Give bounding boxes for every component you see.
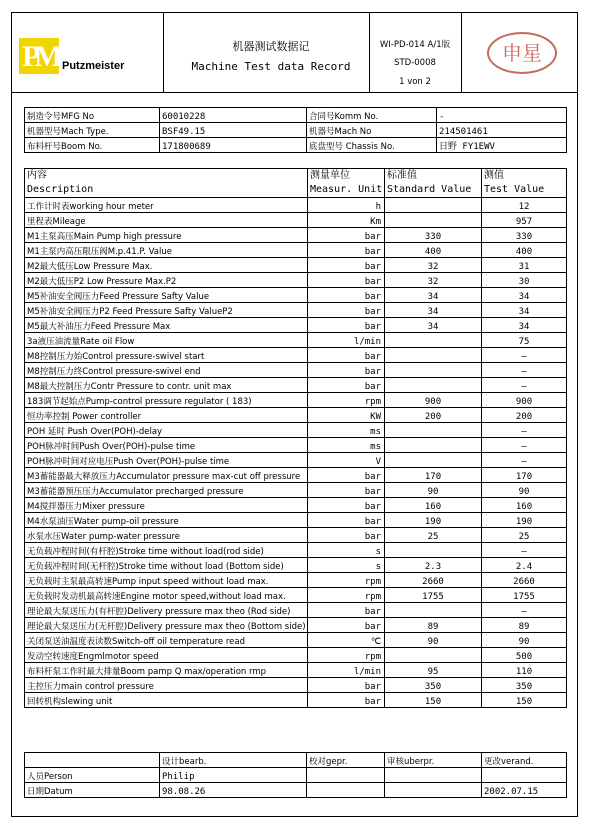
table-row: [25, 273, 567, 288]
header-unit-cn: 测量单位: [310, 170, 350, 181]
row-test-value: 34: [482, 288, 567, 303]
row-description: M3蓄能器最大释放压力Accumulator pressure max-cut off pressure: [25, 468, 308, 483]
row-description: 回转机构slewing unit: [25, 693, 308, 708]
table-row: [25, 318, 567, 333]
header-unit-en: Measur. Unit: [310, 184, 383, 195]
row-description: M5补油安全阀压力Feed Pressure Safty Value: [25, 288, 308, 303]
info-label: 机器型号Mach Type.: [25, 123, 160, 138]
row-test-value: 75: [482, 333, 567, 348]
table-row: [25, 363, 567, 378]
row-standard-value: 32: [385, 258, 482, 273]
row-unit: ms: [308, 438, 385, 453]
row-test-value: 31: [482, 258, 567, 273]
row-description: M8控制压力终Control pressure-swivel end: [25, 363, 308, 378]
row-standard-value: [385, 198, 482, 213]
signoff-change-header: 更改verand.: [482, 753, 567, 768]
row-description: M2最大低压P2 Low Pressure Max.P2: [25, 273, 308, 288]
table-row: [25, 453, 567, 468]
row-description: POH脉冲时间对应电压Push Over(POH)-pulse time: [25, 453, 308, 468]
row-description: 主控压力main control pressure: [25, 678, 308, 693]
table-row: [25, 648, 567, 663]
table-row: [25, 408, 567, 423]
row-description: M1主泵高压Main Pump high pressure: [25, 228, 308, 243]
row-description: 无负载时发动机最高转速Engine motor speed,without load max.: [25, 588, 308, 603]
header-desc-cn: 内容: [27, 170, 47, 181]
table-row: [25, 423, 567, 438]
row-standard-value: 25: [385, 528, 482, 543]
row-unit: rpm: [308, 588, 385, 603]
row-unit: ℃: [308, 633, 385, 648]
row-standard-value: 95: [385, 663, 482, 678]
machine-info-table: [24, 107, 567, 153]
putzmeister-logo: PM Putzmeister: [19, 38, 164, 76]
row-unit: bar: [308, 303, 385, 318]
table-row: [25, 348, 567, 363]
row-standard-value: 89: [385, 618, 482, 633]
row-standard-value: [385, 333, 482, 348]
row-test-value: 500: [482, 648, 567, 663]
table-row: [25, 393, 567, 408]
row-standard-value: 400: [385, 243, 482, 258]
row-standard-value: [385, 423, 482, 438]
row-unit: KW: [308, 408, 385, 423]
row-test-value: –: [482, 378, 567, 393]
row-standard-value: [385, 648, 482, 663]
signoff-review-header: 审核uberpr.: [385, 753, 482, 768]
row-unit: bar: [308, 528, 385, 543]
table-row: [25, 633, 567, 648]
row-standard-value: 350: [385, 678, 482, 693]
row-unit: s: [308, 558, 385, 573]
table-row: [25, 243, 567, 258]
table-row: [25, 498, 567, 513]
row-description: POH 延时 Push Over(POH)-delay: [25, 423, 308, 438]
row-description: M8控制压力始Control pressure-swivel start: [25, 348, 308, 363]
row-description: M3蓄能器预压压力Accumulator precharged pressure: [25, 483, 308, 498]
row-test-value: –: [482, 603, 567, 618]
title-english: Machine Test data Record: [191, 60, 351, 73]
table-row: [25, 438, 567, 453]
row-standard-value: 32: [385, 273, 482, 288]
row-standard-value: 330: [385, 228, 482, 243]
table-row: [25, 663, 567, 678]
table-row: [25, 258, 567, 273]
row-test-value: 900: [482, 393, 567, 408]
row-standard-value: [385, 438, 482, 453]
table-row: [25, 588, 567, 603]
row-unit: bar: [308, 273, 385, 288]
row-test-value: –: [482, 438, 567, 453]
document-header: [11, 12, 578, 93]
header-test-cn: 测值: [484, 170, 504, 181]
row-standard-value: 90: [385, 633, 482, 648]
row-test-value: 34: [482, 318, 567, 333]
row-description: 无负载时主泵最高转速Pump input speed without load max.: [25, 573, 308, 588]
page-number: 1 von 2: [399, 77, 431, 87]
row-unit: bar: [308, 363, 385, 378]
row-description: 183调节起始点Pump-control pressure regulator ( 183): [25, 393, 308, 408]
table-row: [25, 303, 567, 318]
row-standard-value: 190: [385, 513, 482, 528]
table-row: [25, 213, 567, 228]
row-test-value: –: [482, 363, 567, 378]
row-standard-value: [385, 543, 482, 558]
row-test-value: 170: [482, 468, 567, 483]
signoff-design-header: 设计bearb.: [160, 753, 307, 768]
row-description: M5补油安全阀压力P2 Feed Pressure Safty ValueP2: [25, 303, 308, 318]
row-unit: rpm: [308, 648, 385, 663]
row-test-value: 25: [482, 528, 567, 543]
row-unit: l/min: [308, 333, 385, 348]
table-row: [25, 573, 567, 588]
row-standard-value: 200: [385, 408, 482, 423]
table-row: [25, 528, 567, 543]
table-row: [25, 198, 567, 213]
header-test-en: Test Value: [484, 184, 545, 195]
row-test-value: 400: [482, 243, 567, 258]
row-description: 恒功率控制 Power controller: [25, 408, 308, 423]
table-row: [25, 333, 567, 348]
row-description: POH脉冲时间Push Over(POH)-pulse time: [25, 438, 308, 453]
row-description: 无负载冲程时间(有杆腔)Stroke time without load(rod side): [25, 543, 308, 558]
row-test-value: –: [482, 348, 567, 363]
test-data-table: [24, 168, 567, 708]
table-row: [25, 483, 567, 498]
info-row: [25, 108, 567, 123]
row-description: M5最大补油压力Feed Pressure Max: [25, 318, 308, 333]
row-unit: bar: [308, 618, 385, 633]
row-standard-value: 2.3: [385, 558, 482, 573]
row-description: 无负载冲程时间(无杆腔)Stroke time without load (Bottom side): [25, 558, 308, 573]
header-std-cn: 标准值: [387, 170, 417, 181]
row-test-value: 89: [482, 618, 567, 633]
table-row: [25, 618, 567, 633]
row-unit: bar: [308, 603, 385, 618]
info-value: 214501461: [437, 123, 567, 138]
info-row: [25, 123, 567, 138]
row-test-value: 90: [482, 633, 567, 648]
row-test-value: 200: [482, 408, 567, 423]
header-std-en: Standard Value: [387, 184, 472, 195]
row-unit: Km: [308, 213, 385, 228]
info-value: BSF49.15: [160, 123, 307, 138]
info-value: 60010228: [160, 108, 307, 123]
row-test-value: 350: [482, 678, 567, 693]
row-standard-value: 160: [385, 498, 482, 513]
std-code: STD-0008: [394, 58, 436, 68]
table-row: [25, 603, 567, 618]
table-row: [25, 678, 567, 693]
row-test-value: –: [482, 423, 567, 438]
row-unit: l/min: [308, 663, 385, 678]
info-label: 合同号Komm No.: [307, 108, 437, 123]
row-description: M4搅拌器压力Mixer pressure: [25, 498, 308, 513]
row-test-value: 2660: [482, 573, 567, 588]
row-standard-value: 2660: [385, 573, 482, 588]
signoff-date-change: 2002.07.15: [482, 783, 567, 798]
signoff-corner: [25, 753, 160, 768]
row-test-value: 957: [482, 213, 567, 228]
row-description: M4水泵油压Water pump-oil pressure: [25, 513, 308, 528]
row-description: 工作计时表working hour meter: [25, 198, 308, 213]
row-unit: rpm: [308, 393, 385, 408]
company-stamp: 申星: [487, 32, 557, 74]
row-unit: bar: [308, 318, 385, 333]
row-test-value: 190: [482, 513, 567, 528]
row-test-value: 160: [482, 498, 567, 513]
info-value: 171800689: [160, 138, 307, 153]
row-standard-value: [385, 603, 482, 618]
row-description: 关闭泵送油温度表读数Switch-off oil temperature read: [25, 633, 308, 648]
row-description: 里程表Mileage: [25, 213, 308, 228]
row-unit: bar: [308, 498, 385, 513]
row-description: 理论最大泵送压力(无杆腔)Delivery pressure max theo (Bottom side): [25, 618, 308, 633]
info-label: 布料杆号Boom No.: [25, 138, 160, 153]
header-desc-en: Description: [27, 184, 94, 195]
table-row: [25, 228, 567, 243]
row-description: 3a液压油流量Rate oil Flow: [25, 333, 308, 348]
table-row: [25, 693, 567, 708]
row-standard-value: [385, 213, 482, 228]
row-unit: bar: [308, 693, 385, 708]
signoff-date-label: 日期Datum: [25, 783, 160, 798]
row-test-value: –: [482, 453, 567, 468]
row-test-value: 12: [482, 198, 567, 213]
row-test-value: 110: [482, 663, 567, 678]
row-standard-value: [385, 378, 482, 393]
row-standard-value: 150: [385, 693, 482, 708]
row-description: M1主泵内高压限压阀M.p.41.P. Value: [25, 243, 308, 258]
table-row: [25, 513, 567, 528]
signoff-date-design: 98.08.26: [160, 783, 307, 798]
title-chinese: 机器测试数据记: [232, 40, 310, 53]
signoff-check-header: 校对gepr.: [307, 753, 385, 768]
row-standard-value: 900: [385, 393, 482, 408]
row-unit: bar: [308, 243, 385, 258]
row-standard-value: 170: [385, 468, 482, 483]
row-unit: bar: [308, 288, 385, 303]
row-test-value: 1755: [482, 588, 567, 603]
info-value: 日野 FY1EWV: [437, 138, 567, 153]
table-row: [25, 558, 567, 573]
table-row: [25, 543, 567, 558]
row-unit: bar: [308, 378, 385, 393]
info-value: -: [437, 108, 567, 123]
table-row: [25, 288, 567, 303]
row-unit: bar: [308, 468, 385, 483]
row-description: 理论最大泵送压力(有杆腔)Delivery pressure max theo (Rod side): [25, 603, 308, 618]
row-standard-value: 90: [385, 483, 482, 498]
doc-code: WI-PD-014 A/1版: [379, 40, 451, 50]
row-unit: V: [308, 453, 385, 468]
row-standard-value: [385, 348, 482, 363]
row-unit: bar: [308, 483, 385, 498]
row-standard-value: 1755: [385, 588, 482, 603]
row-test-value: 150: [482, 693, 567, 708]
brand-name: Putzmeister: [62, 60, 125, 72]
table-row: [25, 468, 567, 483]
row-standard-value: 34: [385, 303, 482, 318]
table-row: [25, 378, 567, 393]
row-standard-value: [385, 363, 482, 378]
row-description: M2最大低压Low Pressure Max.: [25, 258, 308, 273]
row-unit: bar: [308, 678, 385, 693]
row-test-value: 330: [482, 228, 567, 243]
row-description: 水泵水压Water pump-water pressure: [25, 528, 308, 543]
info-row: [25, 138, 567, 153]
row-unit: s: [308, 543, 385, 558]
row-standard-value: 34: [385, 288, 482, 303]
row-description: 发动空转速度Engmlmotor speed: [25, 648, 308, 663]
row-unit: ms: [308, 423, 385, 438]
signoff-person-design: Philip: [160, 768, 307, 783]
row-test-value: –: [482, 543, 567, 558]
row-description: 布料杆泵工作时最大排量Boom pamp Q max/operation rmp: [25, 663, 308, 678]
row-unit: bar: [308, 228, 385, 243]
signoff-person-label: 人员Person: [25, 768, 160, 783]
row-unit: bar: [308, 258, 385, 273]
row-test-value: 30: [482, 273, 567, 288]
signoff-table: [24, 752, 567, 798]
row-unit: rpm: [308, 573, 385, 588]
row-test-value: 90: [482, 483, 567, 498]
row-standard-value: 34: [385, 318, 482, 333]
row-unit: bar: [308, 513, 385, 528]
row-test-value: 34: [482, 303, 567, 318]
row-standard-value: [385, 453, 482, 468]
info-label: 机器号Mach No: [307, 123, 437, 138]
row-description: M8最大控制压力Contr Pressure to contr. unit max: [25, 378, 308, 393]
info-label: 制造令号MFG No: [25, 108, 160, 123]
row-test-value: 2.4: [482, 558, 567, 573]
table-header-row: [25, 169, 567, 198]
row-unit: h: [308, 198, 385, 213]
info-label: 底盘型号 Chassis No.: [307, 138, 437, 153]
row-unit: bar: [308, 348, 385, 363]
